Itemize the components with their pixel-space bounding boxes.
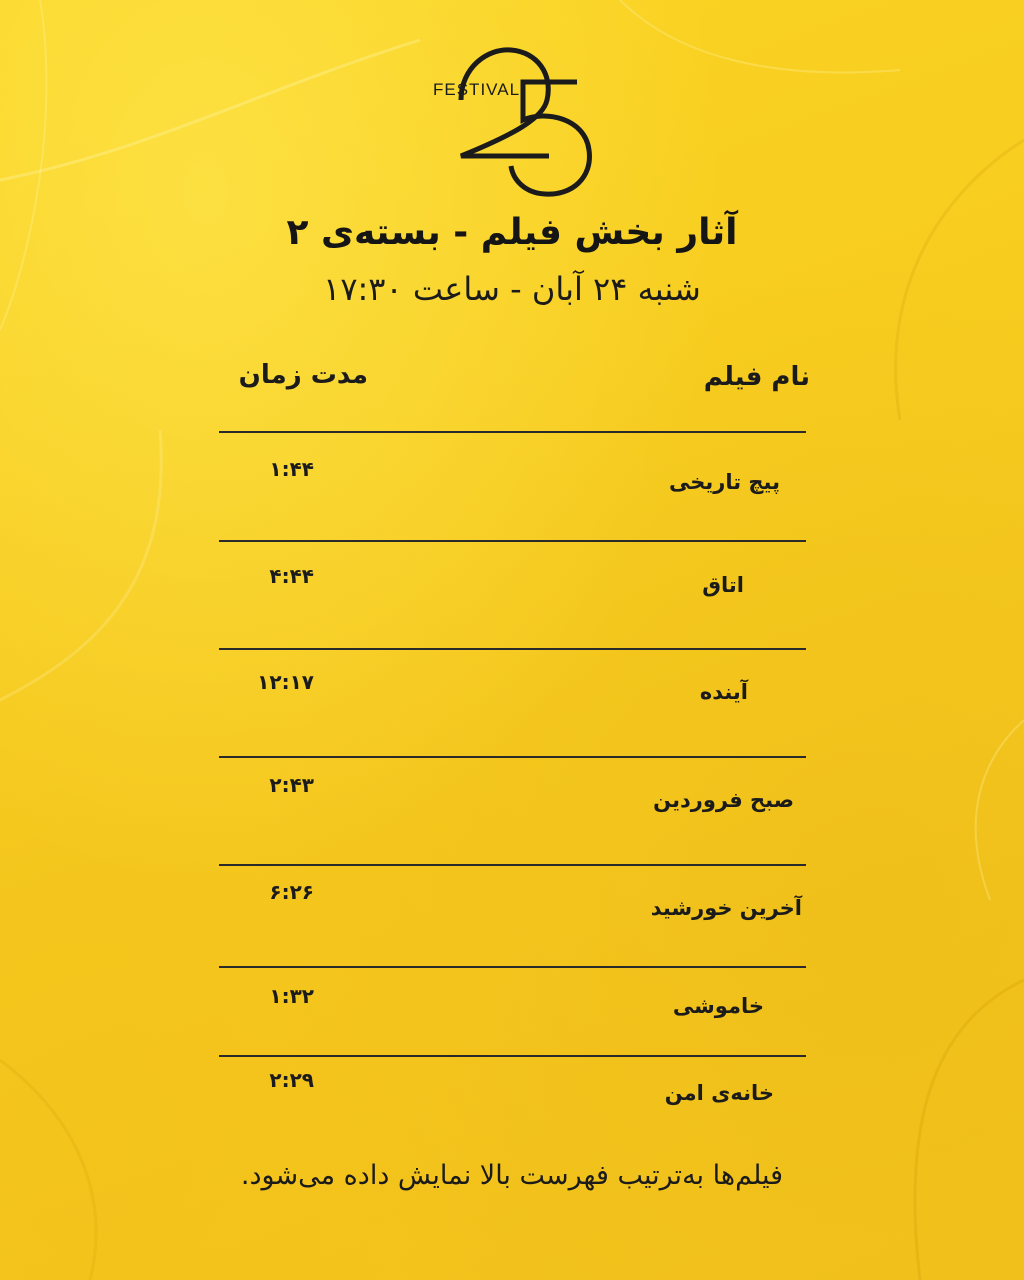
film-duration: ۲:۴۳ [269,773,314,797]
festival-25-logo-icon [425,38,605,208]
table-divider [219,540,806,542]
film-duration: ۲:۲۹ [269,1068,314,1092]
column-header-film-name: نام فیلم [703,362,810,392]
film-name: صبح فروردین [653,788,794,812]
logo-festival-text: FESTIVAL [433,80,521,99]
table-divider [219,864,806,866]
page-subtitle: شنبه ۲۴ آبان - ساعت ۱۷:۳۰ [323,270,701,308]
screening-order-note: فیلم‌ها به‌ترتیب فهرست بالا نمایش داده می‌شود. [240,1160,784,1191]
table-divider [219,431,806,433]
film-name: آینده [699,680,748,704]
film-name: خاموشی [672,994,764,1018]
film-duration: ۱۲:۱۷ [257,670,314,694]
film-name: خانه‌ی امن [664,1081,774,1105]
table-divider [219,648,806,650]
film-duration: ۱:۴۴ [269,457,314,481]
film-duration: ۱:۳۲ [269,984,314,1008]
film-name: اتاق [702,573,744,597]
film-duration: ۴:۴۴ [269,564,314,588]
table-divider [219,756,806,758]
table-divider [219,966,806,968]
film-name: آخرین خورشید [650,896,802,920]
column-header-duration: مدت زمان [238,360,368,390]
film-duration: ۶:۲۶ [269,880,314,904]
page-title: آثار بخش فیلم - بسته‌ی ۲ [286,212,738,253]
table-divider [219,1055,806,1057]
film-name: پیچ تاریخی [668,470,780,494]
